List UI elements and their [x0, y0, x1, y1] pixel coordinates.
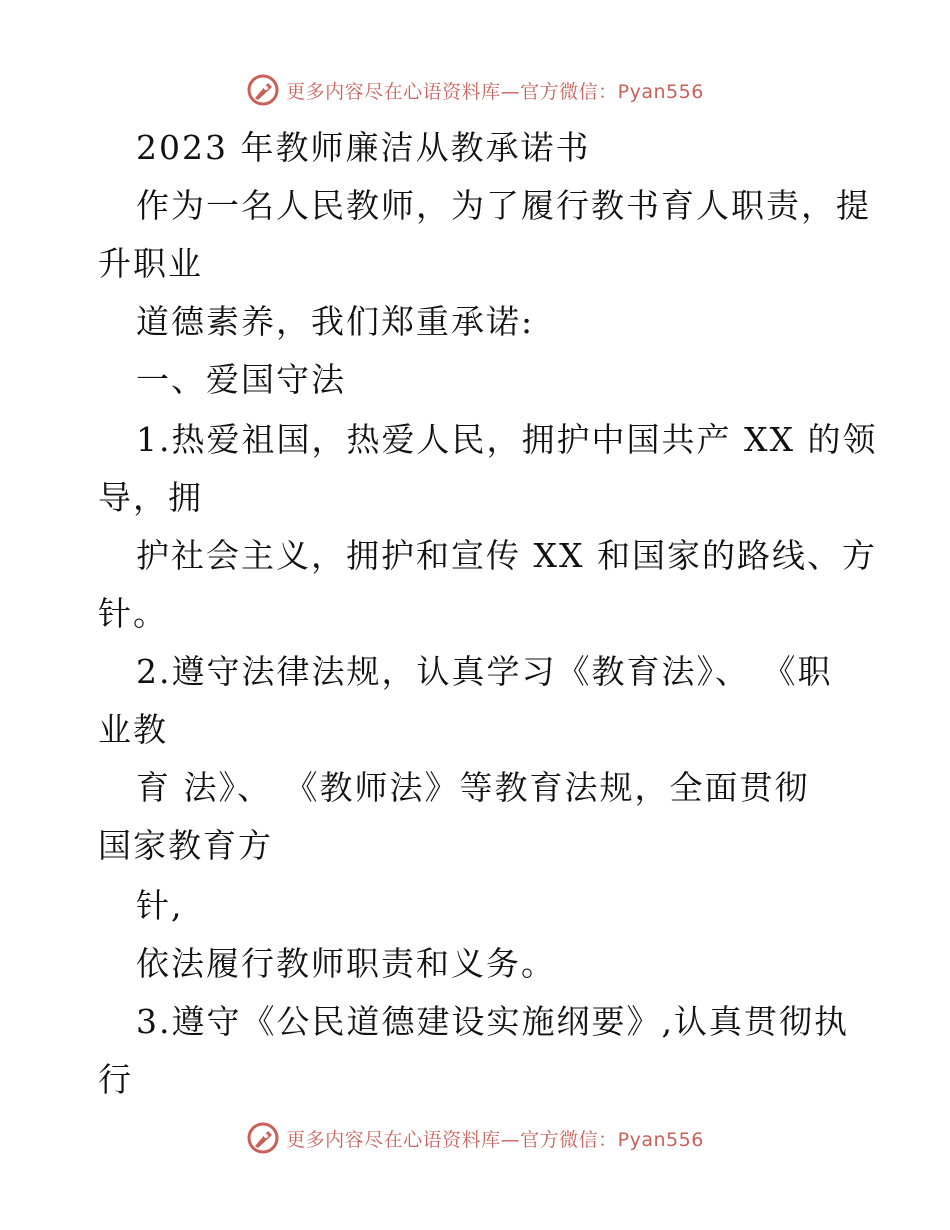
text-line: 2.遵守法律法规，认真学习《教育法》、 《职: [136, 652, 833, 691]
header-banner: [0, 70, 950, 110]
pen-nib-logo-icon: [246, 73, 280, 107]
text-line: 导，拥: [98, 478, 203, 517]
document-title: 2023 年教师廉洁从教承诺书: [136, 128, 591, 167]
text-line: 3.遵守《公民道德建设实施纲要》,认真贯彻执: [136, 1002, 849, 1041]
text-line: 针,: [136, 886, 184, 925]
banner-text: 更多内容尽在心语资料库—官方微信：Pyan556: [286, 1128, 704, 1151]
text-line: 依法履行教师职责和义务。: [136, 944, 556, 983]
banner-content: [246, 73, 704, 107]
text-line: 针。: [98, 594, 168, 633]
footer-banner: [0, 1118, 950, 1158]
pen-nib-logo-icon: [246, 1121, 280, 1155]
text-line: 育 法》、 《教师法》等教育法规，全面贯彻: [136, 768, 810, 807]
text-line: 作为一名人民教师，为了履行教书育人职责，提: [136, 186, 871, 225]
section-heading: 一、爱国守法: [136, 360, 346, 399]
banner-content: [246, 1121, 704, 1155]
text-line: 护社会主义，拥护和宣传 XX 和国家的路线、方: [136, 536, 877, 575]
text-line: 国家教育方: [98, 826, 273, 865]
text-line: 升职业: [98, 244, 203, 283]
text-line: 业教: [98, 710, 168, 749]
banner-text: 更多内容尽在心语资料库—官方微信：Pyan556: [286, 80, 704, 103]
text-line: 行: [98, 1060, 133, 1099]
text-line: 道德素养，我们郑重承诺:: [136, 302, 535, 341]
text-line: 1.热爱祖国，热爱人民，拥护中国共产 XX 的领: [136, 420, 878, 459]
